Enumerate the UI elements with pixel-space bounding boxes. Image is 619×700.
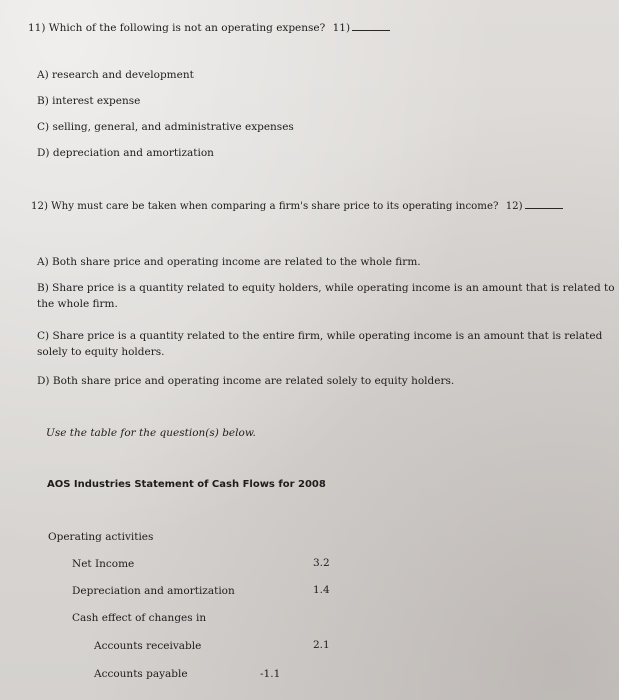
- row-payable-value: -1.1: [260, 668, 281, 680]
- q12-option-a: A) Both share price and operating income are related to the whole firm.: [37, 256, 421, 268]
- q12-option-b: B) Share price is a quantity related to equity holders, while operating income is an amount that is related to the whole firm.: [37, 282, 615, 310]
- q12-option-c: C) Share price is a quantity related to the entire firm, while operating income is an amount that is related solely to equity holders.: [37, 330, 603, 358]
- question-11-number: 11): [332, 22, 351, 34]
- section-operating-activities: Operating activities: [48, 531, 154, 543]
- answer-blank-12[interactable]: [525, 198, 563, 209]
- table-instruction: Use the table for the question(s) below.: [46, 427, 256, 439]
- question-11-text: 11) Which of the following is not an operating expense?: [28, 22, 326, 34]
- q11-option-b: B) interest expense: [37, 95, 141, 107]
- q12-option-d: D) Both share price and operating income are related solely to equity holders.: [37, 375, 455, 387]
- q11-option-d: D) depreciation and amortization: [37, 147, 214, 159]
- row-receivable-value: 2.1: [313, 639, 330, 651]
- row-receivable-label: Accounts receivable: [94, 640, 202, 652]
- row-cash-effect-label: Cash effect of changes in: [72, 612, 207, 624]
- table-title: AOS Industries Statement of Cash Flows for 2008: [47, 479, 326, 490]
- q11-option-c: C) selling, general, and administrative expenses: [37, 121, 294, 133]
- question-11: [28, 20, 390, 35]
- row-depreciation-value: 1.4: [313, 584, 330, 596]
- row-net-income-label: Net Income: [72, 558, 135, 570]
- row-depreciation-label: Depreciation and amortization: [72, 585, 235, 597]
- row-payable-label: Accounts payable: [94, 668, 188, 680]
- question-12-number: 12): [505, 201, 523, 212]
- question-12: [31, 198, 563, 214]
- row-net-income-value: 3.2: [313, 557, 330, 569]
- q11-option-a: A) research and development: [37, 69, 194, 81]
- answer-blank-11[interactable]: [352, 20, 390, 31]
- question-12-text: 12) Why must care be taken when comparing a firm's share price to its operating income?: [31, 201, 499, 212]
